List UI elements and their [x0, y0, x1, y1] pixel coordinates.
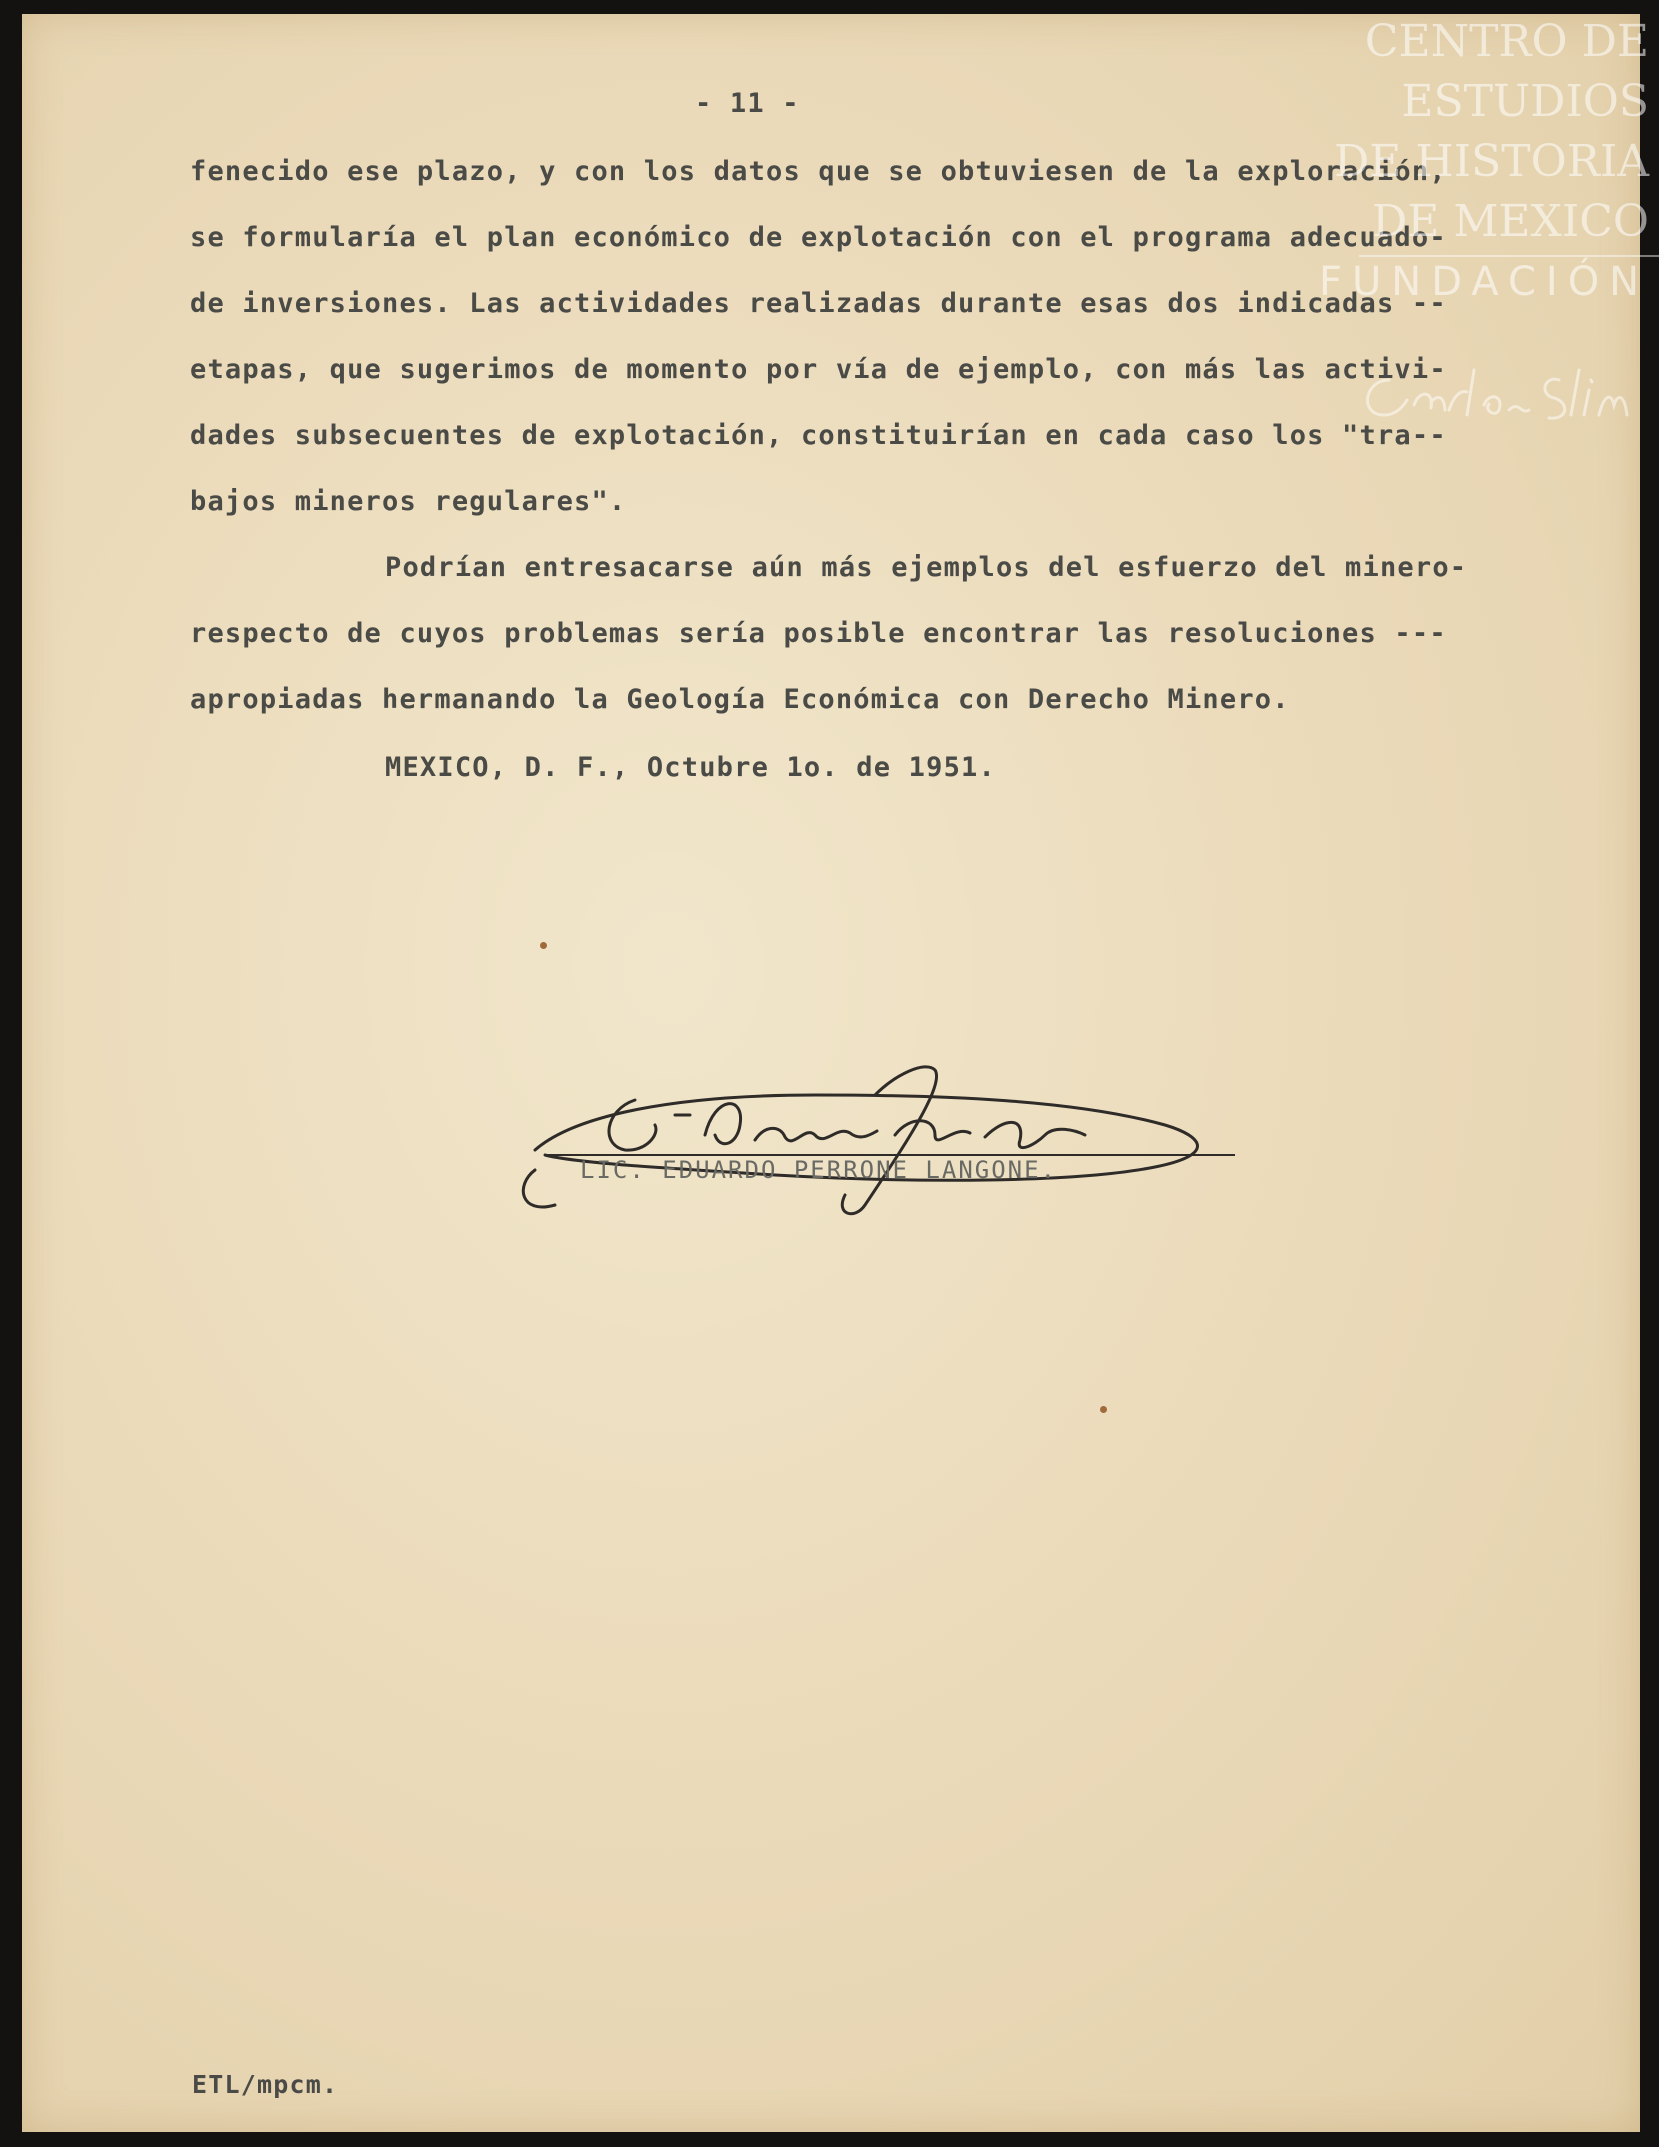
body-line: etapas, que sugerimos de momento por vía de ejemplo, con más las activi-	[190, 354, 1447, 385]
body-line: respecto de cuyos problemas sería posible encontrar las resoluciones ---	[190, 618, 1447, 649]
watermark-line: ESTUDIOS	[1401, 76, 1649, 127]
body-line: se formularía el plan económico de explotación con el programa adecuado-	[190, 222, 1447, 253]
handwritten-signature	[515, 1055, 1235, 1225]
page-number: - 11 -	[695, 88, 800, 119]
watermark-line: DE HISTORIA	[1334, 136, 1649, 187]
watermark-line: CENTRO DE	[1364, 16, 1649, 67]
body-line: bajos mineros regulares".	[190, 486, 627, 517]
watermark-script-logo	[1349, 360, 1649, 430]
body-line: apropiadas hermanando la Geología Económica con Derecho Minero.	[190, 684, 1290, 715]
signer-name: LIC. EDUARDO PERRONE LANGONE.	[580, 1156, 1058, 1184]
typist-initials: ETL/mpcm.	[192, 2070, 339, 2099]
body-line: Podrían entresacarse aún más ejemplos del esfuerzo del minero-	[385, 552, 1468, 583]
body-line: de inversiones. Las actividades realizadas durante esas dos indicadas --	[190, 288, 1447, 319]
watermark-subtitle: FUNDACIÓN	[1319, 259, 1650, 305]
place-date: MEXICO, D. F., Octubre 1o. de 1951.	[385, 752, 996, 783]
watermark-divider	[1359, 255, 1659, 257]
body-line: fenecido ese plazo, y con los datos que se obtuviesen de la exploración,	[190, 156, 1447, 187]
body-line: dades subsecuentes de explotación, constituirían en cada caso los "tra--	[190, 420, 1447, 451]
paper-speck	[540, 942, 547, 949]
archive-watermark	[1319, 12, 1649, 312]
paper-speck	[1100, 1406, 1107, 1413]
watermark-line: DE MEXICO	[1372, 196, 1649, 247]
